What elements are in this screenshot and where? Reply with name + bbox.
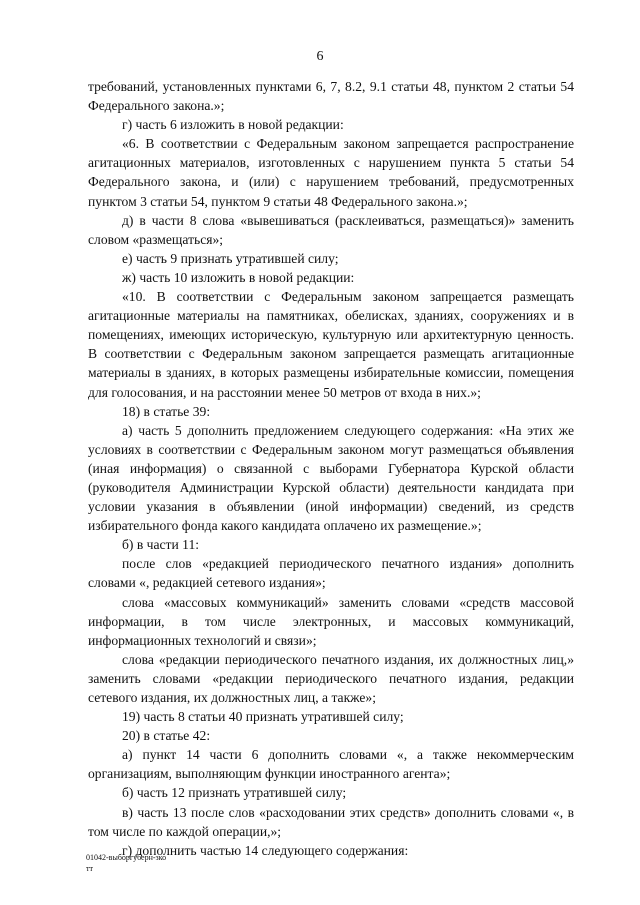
paragraph: 20) в статье 42: xyxy=(122,728,211,744)
footer-file-code: 01042-выборгуберн-зко xyxy=(86,853,167,862)
paragraph: ж) часть 10 изложить в новой редакции: xyxy=(122,269,355,285)
paragraph: 18) в статье 39: xyxy=(122,403,211,419)
paragraph: д) в части 8 слова «вывешиваться (расклеиваться, размещаться)» заменить словом «размещаться»; xyxy=(88,212,574,247)
paragraph: б) часть 12 признать утратившей силу; xyxy=(122,785,347,801)
document-body xyxy=(88,77,574,860)
paragraph: «6. В соответствии с Федеральным законом запрещается распространение агитационных материалов, изготовленных с нарушением пункта 5 статьи 54 Федерального закона, и (или) с нарушением требований, предусмотренных пунктом 3 статьи 54, пунктом 9 статьи 48 Федерального закона.»; xyxy=(88,136,574,209)
paragraph: после слов «редакцией периодического печатного издания» дополнить словами «, редакцией сетевого издания»; xyxy=(88,556,574,591)
paragraph: г) дополнить частью 14 следующего содержания: xyxy=(122,842,409,858)
footer-initials: тт xyxy=(86,864,93,873)
paragraph: а) часть 5 дополнить предложением следующего содержания: «На этих же условиях в соответствии с Федеральным законом могут размещаться объявления (иная информация) о связанной с выборами Губернатора Курской области (руководителя Администрации Курской области) деятельности кандидата при условии указания в объявлении (иной информации) сведений, из средств избирательного фонда какого кандидата оплачено их размещение.»; xyxy=(88,422,574,534)
paragraph: 19) часть 8 статьи 40 признать утратившей силу; xyxy=(122,709,404,725)
page-number: 6 xyxy=(316,49,324,64)
paragraph: б) в части 11: xyxy=(122,537,200,553)
paragraph: а) пункт 14 части 6 дополнить словами «, а также некоммерческим организациям, выполняющим функции иностранного агента»; xyxy=(88,747,574,782)
paragraph: слова «массовых коммуникаций» заменить словами «средств массовой информации, в том числе электронных, и массовых коммуникаций, информационных технологий и связи»; xyxy=(88,594,574,648)
document-footer xyxy=(86,852,166,874)
paragraph: слова «редакции периодического печатного издания, их должностных лиц,» заменить словами «редакции периодического печатного издания, редакции сетевого издания, их должностных лиц, а также»; xyxy=(88,651,574,705)
paragraph: «10. В соответствии с Федеральным законом запрещается размещать агитационные материалы на памятниках, обелисках, зданиях, сооружениях и в помещениях, имеющих историческую, культурную или архитектурную ценность. В соответствии с Федеральным законом запрещается размещать агитационные материалы в зданиях, в которых размещены избирательные комиссии, помещения для голосования, и на расстоянии менее 50 метров от входа в них.»; xyxy=(88,289,574,400)
paragraph: требований, установленных пунктами 6, 7, 8.2, 9.1 статьи 48, пунктом 2 статьи 54 Федерального закона.»; xyxy=(88,79,574,114)
paragraph: г) часть 6 изложить в новой редакции: xyxy=(122,117,344,133)
paragraph: в) часть 13 после слов «расходовании этих средств» дополнить словами «, в том числе по каждой операции,»; xyxy=(88,804,574,839)
paragraph: е) часть 9 признать утратившей силу; xyxy=(122,250,339,266)
